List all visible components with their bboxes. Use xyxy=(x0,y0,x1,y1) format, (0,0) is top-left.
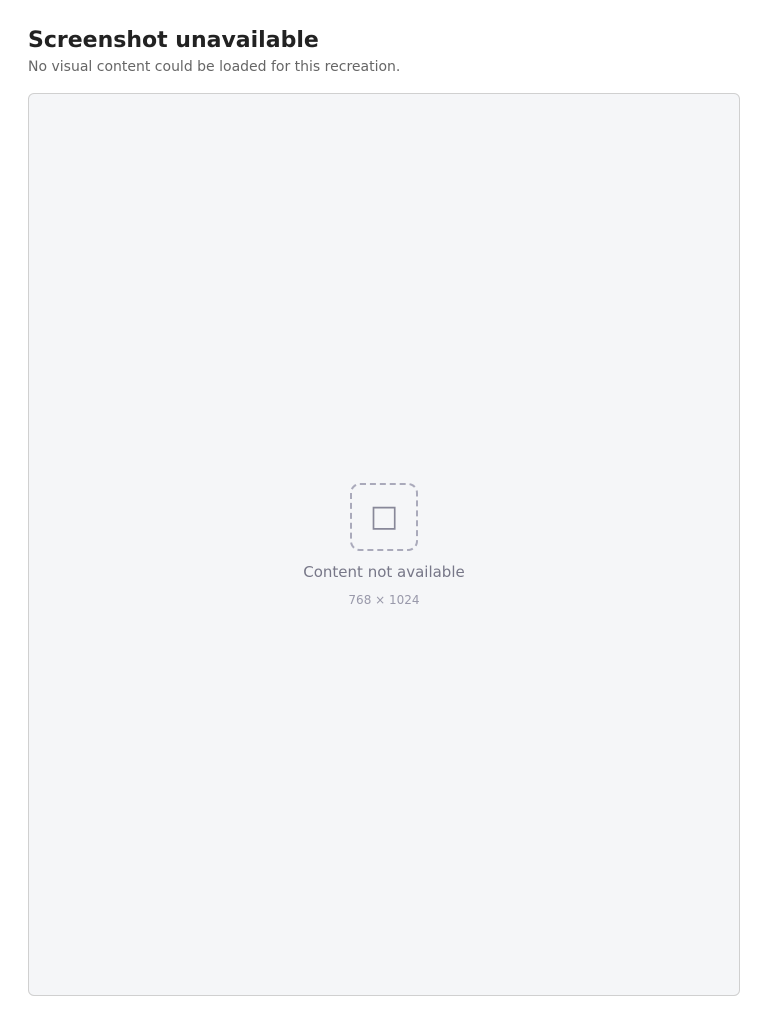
placeholder-text: Content not available xyxy=(303,562,465,581)
page-title: Screenshot unavailable xyxy=(28,28,319,53)
page-subtitle: No visual content could be loaded for this recreation. xyxy=(28,59,401,75)
placeholder-panel xyxy=(28,93,740,996)
placeholder-dimensions: 768 × 1024 xyxy=(348,592,420,607)
page-header xyxy=(28,28,740,75)
image-missing-icon: □ xyxy=(350,483,418,551)
